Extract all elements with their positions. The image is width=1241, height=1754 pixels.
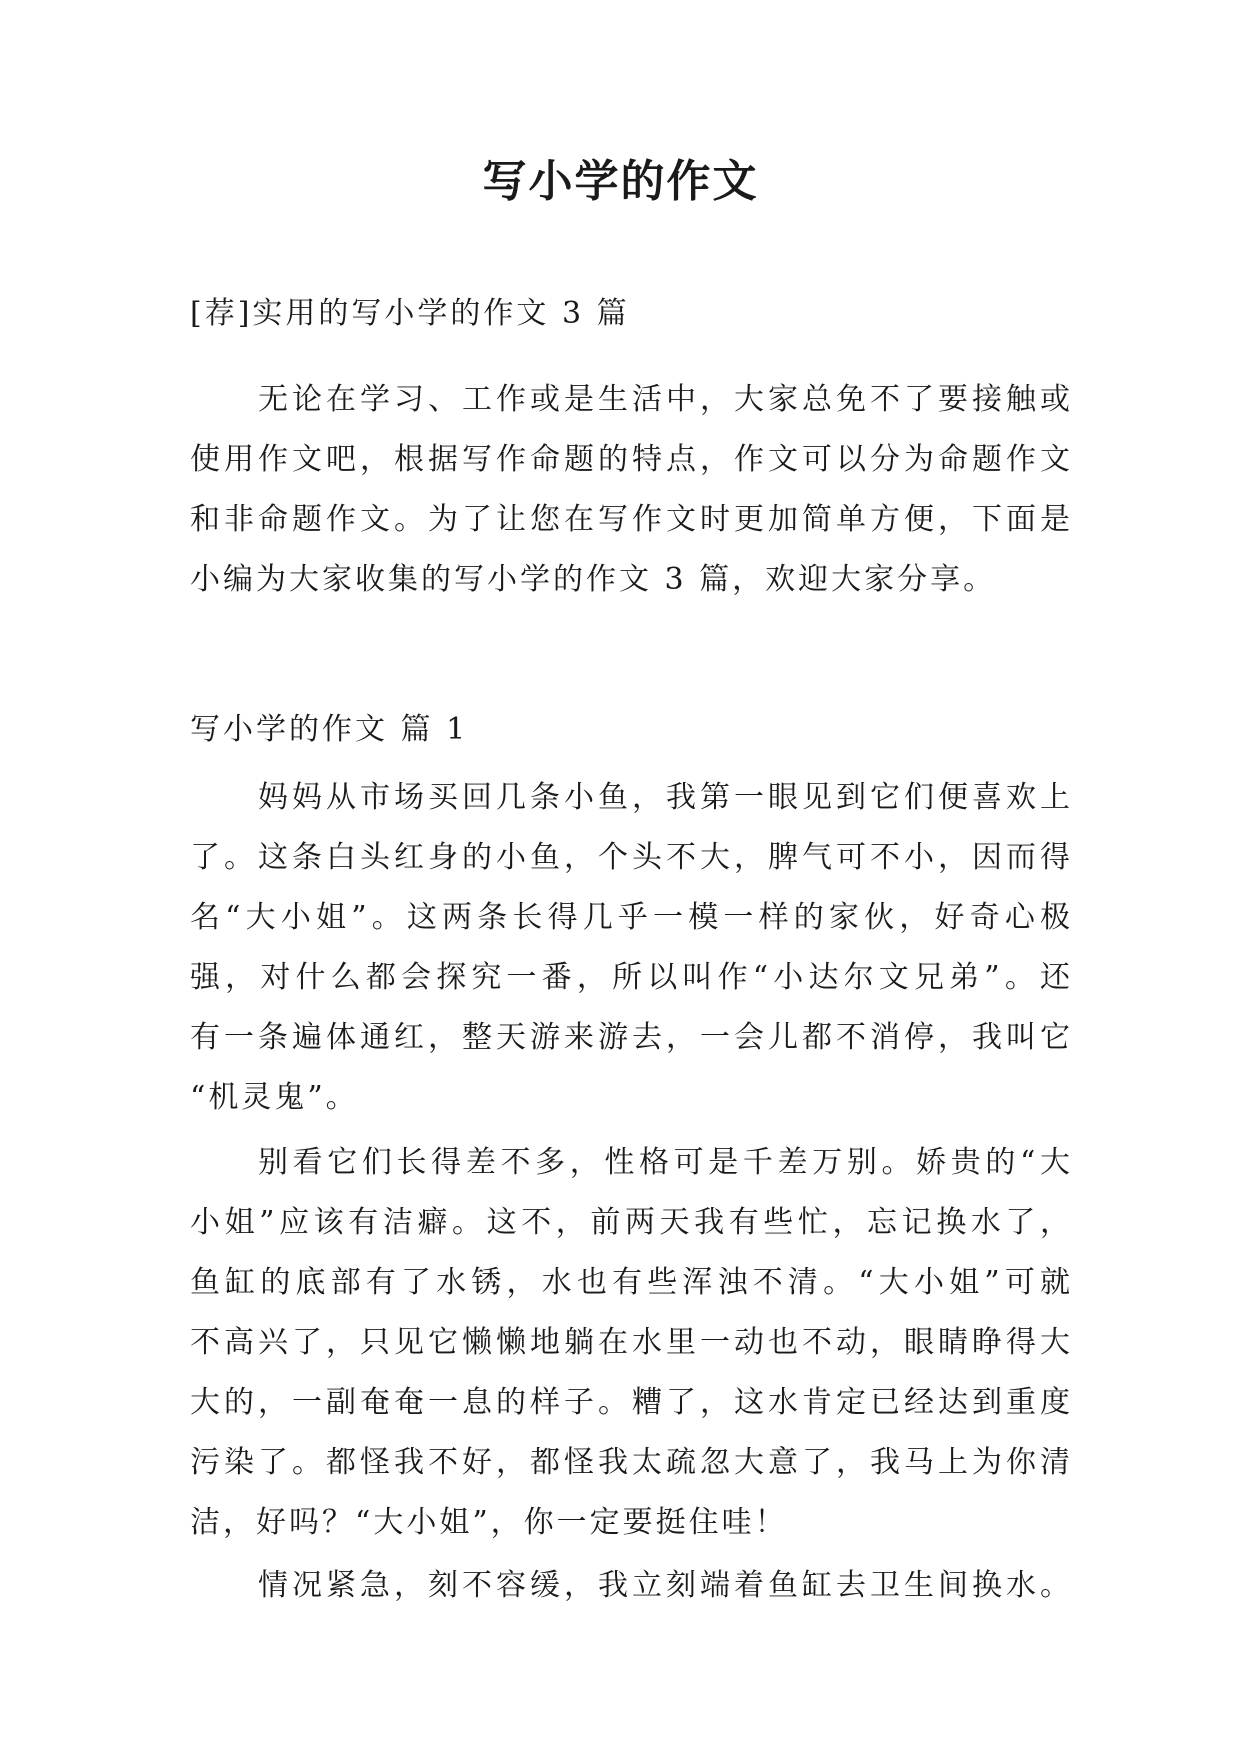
body-line: 洁，好吗？“大小姐”，你一定要挺住哇！ [190,1505,788,1540]
body-line: 鱼缸的底部有了水锈，水也有些浑浊不清。“大小姐”可就 [190,1265,1070,1300]
body-line: 大的，一副奄奄一息的样子。糟了，这水肯定已经达到重度 [190,1385,1070,1420]
body-line: 妈妈从市场买回几条小鱼，我第一眼见到它们便喜欢上 [258,780,1070,815]
body-line: 污染了。都怪我不好，都怪我太疏忽大意了，我马上为你清 [190,1445,1070,1480]
body-paragraph-2 [190,1133,1070,1553]
body-line: 情况紧急，刻不容缓，我立刻端着鱼缸去卫生间换水。 [258,1568,1070,1603]
body-paragraph-3 [190,1556,1070,1616]
intro-paragraph [190,370,1070,610]
intro-line: 和非命题作文。为了让您在写作文时更加简单方便，下面是 [190,502,1070,537]
body-line: 强，对什么都会探究一番，所以叫作“小达尔文兄弟”。还 [190,960,1070,995]
body-line: 小姐”应该有洁癖。这不，前两天我有些忙，忘记换水了， [190,1205,1070,1240]
body-line: 有一条遍体通红，整天游来游去，一会儿都不消停，我叫它 [190,1020,1070,1055]
intro-line: 无论在学习、工作或是生活中，大家总免不了要接触或 [258,382,1070,417]
intro-line: 使用作文吧，根据写作命题的特点，作文可以分为命题作文 [190,442,1070,477]
intro-line: 小编为大家收集的写小学的作文 3 篇，欢迎大家分享。 [190,562,997,597]
document-title: 写小学的作文 [482,156,759,207]
body-paragraph-1 [190,768,1070,1128]
body-line: 名“大小姐”。这两条长得几乎一模一样的家伙，好奇心极 [190,900,1070,935]
body-line: 别看它们长得差不多，性格可是千差万别。娇贵的“大 [258,1145,1070,1180]
body-line: “机灵鬼”。 [190,1080,359,1115]
body-line: 了。这条白头红身的小鱼，个头不大，脾气可不小，因而得 [190,840,1070,875]
body-line: 不高兴了，只见它懒懒地躺在水里一动也不动，眼睛睁得大 [190,1325,1070,1360]
section-heading: 写小学的作文 篇 1 [190,712,469,747]
document-subtitle: [荐]实用的写小学的作文 3 篇 [190,296,630,331]
